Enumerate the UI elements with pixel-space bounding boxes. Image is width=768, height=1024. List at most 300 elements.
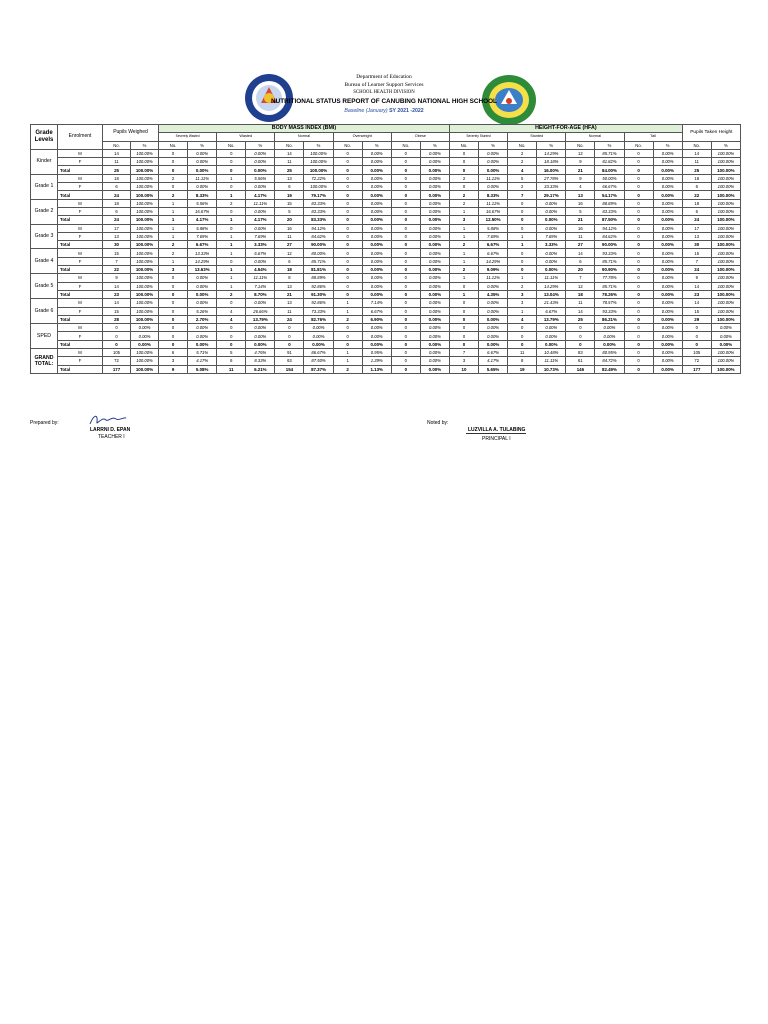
prepared-by-label: Prepared by: xyxy=(30,420,59,426)
table-cell: 0.00% xyxy=(479,340,508,348)
table-cell: 13 xyxy=(275,174,304,182)
table-cell: 1 xyxy=(217,174,246,182)
table-cell: 11 xyxy=(275,232,304,240)
table-cell: 77.78% xyxy=(595,274,624,282)
table-cell: 0 xyxy=(159,332,188,340)
table-cell: 0.00% xyxy=(420,315,449,323)
table-cell: 4 xyxy=(508,166,537,174)
table-cell: 92.86% xyxy=(304,299,333,307)
table-cell: 0 xyxy=(624,340,653,348)
table-cell: 100.00% xyxy=(711,216,740,224)
table-cell: 0.00% xyxy=(653,149,682,157)
table-cell: 0.00% xyxy=(420,340,449,348)
table-row xyxy=(31,249,741,257)
table-cell: 3 xyxy=(508,299,537,307)
table-cell: 17 xyxy=(103,224,131,232)
table-cell: 11 xyxy=(566,232,595,240)
table-cell: 3 xyxy=(159,357,188,365)
principal-signature-line xyxy=(466,433,526,434)
table-cell: 0.00% xyxy=(653,315,682,323)
hfa-header: HEIGHT-FOR-AGE (HFA) xyxy=(449,125,682,133)
table-cell: 5 xyxy=(275,207,304,215)
table-cell: 0.00% xyxy=(595,332,624,340)
table-cell: 0.00% xyxy=(537,340,566,348)
table-cell: 0.00% xyxy=(420,224,449,232)
table-cell: 66.67% xyxy=(595,183,624,191)
table-cell: 23 xyxy=(103,290,131,298)
table-cell: 1 xyxy=(217,274,246,282)
table-cell: 2 xyxy=(508,149,537,157)
table-cell: 0.00% xyxy=(420,149,449,157)
grade-level-label: SPED xyxy=(31,324,58,349)
table-cell: 90.00% xyxy=(304,241,333,249)
table-cell: 0 xyxy=(449,158,478,166)
table-cell: 0 xyxy=(159,274,188,282)
table-cell: 0.00% xyxy=(420,324,449,332)
table-cell: 88.89% xyxy=(595,199,624,207)
table-cell: 6 xyxy=(682,207,711,215)
percent-column-header: % xyxy=(246,141,275,149)
table-cell: 2 xyxy=(159,174,188,182)
sex-label: Total xyxy=(58,191,103,199)
table-cell: 12.50% xyxy=(479,216,508,224)
table-cell: 1 xyxy=(217,191,246,199)
table-cell: 20 xyxy=(566,266,595,274)
table-row xyxy=(31,365,741,373)
table-cell: 0 xyxy=(391,365,420,373)
table-cell: 1 xyxy=(449,257,478,265)
table-cell: 0 xyxy=(333,166,362,174)
table-cell: 0 xyxy=(624,249,653,257)
table-cell: 100.00% xyxy=(711,365,740,373)
table-cell: 6 xyxy=(275,183,304,191)
grade-level-label: GRAND TOTAL: xyxy=(31,349,58,374)
table-cell: 6 xyxy=(103,183,131,191)
table-cell: 100.00% xyxy=(131,216,159,224)
table-cell: 88.89% xyxy=(304,274,333,282)
pupils-height-header: Pupils Taken Height xyxy=(682,125,740,142)
table-cell: 11 xyxy=(275,158,304,166)
table-cell: 0.00% xyxy=(479,307,508,315)
table-cell: 0 xyxy=(624,158,653,166)
table-cell: 0 xyxy=(217,340,246,348)
table-cell: 100.00% xyxy=(304,166,333,174)
table-cell: 2 xyxy=(217,290,246,298)
table-cell: 0.00% xyxy=(188,183,217,191)
sex-label: F xyxy=(58,307,103,315)
table-cell: 3 xyxy=(508,290,537,298)
table-cell: 0.00% xyxy=(304,324,333,332)
no-column-header: No. xyxy=(624,141,653,149)
table-cell: 0 xyxy=(333,207,362,215)
bmi-category-header: Normal xyxy=(275,133,333,141)
percent-column-header: % xyxy=(653,141,682,149)
sex-label: M xyxy=(58,274,103,282)
table-cell: 1.39% xyxy=(362,357,391,365)
table-row xyxy=(31,166,741,174)
table-cell: 0 xyxy=(391,307,420,315)
preparer-title: TEACHER I xyxy=(98,434,125,440)
table-cell: 0 xyxy=(391,274,420,282)
table-cell: 0.00% xyxy=(188,290,217,298)
sex-label: Total xyxy=(58,365,103,373)
sex-label: F xyxy=(58,232,103,240)
table-cell: 100.00% xyxy=(131,315,159,323)
table-cell: 0 xyxy=(159,299,188,307)
table-cell: 11.11% xyxy=(537,357,566,365)
table-cell: 0.00% xyxy=(362,324,391,332)
table-cell: 0.00% xyxy=(420,274,449,282)
table-cell: 100.00% xyxy=(131,266,159,274)
table-cell: 84.62% xyxy=(304,232,333,240)
table-cell: 0 xyxy=(449,315,478,323)
table-cell: 0.00% xyxy=(362,199,391,207)
bmi-category-header: Severely Wasted xyxy=(159,133,217,141)
table-cell: 12 xyxy=(275,249,304,257)
table-cell: 0.00% xyxy=(420,307,449,315)
table-cell: 0 xyxy=(333,241,362,249)
table-cell: 24 xyxy=(103,216,131,224)
bmi-category-header: Overweight xyxy=(333,133,391,141)
table-cell: 0 xyxy=(217,224,246,232)
table-cell: 0.00% xyxy=(653,216,682,224)
table-cell: 0 xyxy=(333,282,362,290)
table-cell: 100.00% xyxy=(131,174,159,182)
table-cell: 14 xyxy=(566,307,595,315)
table-cell: 72 xyxy=(103,357,131,365)
table-cell: 0.00% xyxy=(246,166,275,174)
table-cell: 5.56% xyxy=(246,174,275,182)
table-cell: 1 xyxy=(333,299,362,307)
table-cell: 16 xyxy=(566,224,595,232)
table-cell: 1 xyxy=(217,282,246,290)
table-cell: 6.67% xyxy=(362,307,391,315)
table-cell: 1 xyxy=(159,199,188,207)
table-cell: 2 xyxy=(159,191,188,199)
table-cell: 27 xyxy=(275,241,304,249)
table-cell: 90.90% xyxy=(595,266,624,274)
table-cell: 0.00% xyxy=(188,340,217,348)
table-cell: 73.33% xyxy=(304,307,333,315)
table-cell: 0 xyxy=(159,315,188,323)
table-cell: 13.79% xyxy=(537,315,566,323)
table-cell: 0.00% xyxy=(711,340,740,348)
grade-level-label: Kinder xyxy=(31,149,58,174)
table-cell: 83.33% xyxy=(304,207,333,215)
table-cell: 13 xyxy=(275,282,304,290)
table-cell: 50.00% xyxy=(595,174,624,182)
table-cell: 0 xyxy=(217,257,246,265)
school-year: SY 2021 -2022 xyxy=(389,108,424,114)
table-cell: 14 xyxy=(103,282,131,290)
hfa-category-header: Severely Stunted xyxy=(449,133,507,141)
table-cell: 11 xyxy=(682,158,711,166)
table-cell: 0.00% xyxy=(246,149,275,157)
table-cell: 33.33% xyxy=(537,183,566,191)
table-cell: 79.17% xyxy=(304,191,333,199)
table-cell: 16.67% xyxy=(188,207,217,215)
table-cell: 0.00% xyxy=(653,274,682,282)
table-cell: 7 xyxy=(103,257,131,265)
table-row xyxy=(31,257,741,265)
table-cell: 0 xyxy=(391,183,420,191)
table-cell: 100.00% xyxy=(711,282,740,290)
table-cell: 6 xyxy=(275,257,304,265)
table-cell: 15 xyxy=(682,307,711,315)
table-cell: 27 xyxy=(566,241,595,249)
table-cell: 8.33% xyxy=(479,191,508,199)
table-cell: 9.09% xyxy=(479,266,508,274)
table-cell: 100.00% xyxy=(711,266,740,274)
table-cell: 0.00% xyxy=(131,324,159,332)
table-cell: 0 xyxy=(391,232,420,240)
hfa-category-header: Tall xyxy=(624,133,682,141)
table-cell: 100.00% xyxy=(711,249,740,257)
table-cell: 0 xyxy=(333,191,362,199)
table-cell: 24 xyxy=(275,315,304,323)
table-cell: 0 xyxy=(449,183,478,191)
sex-label: Total xyxy=(58,216,103,224)
percent-column-header: % xyxy=(420,141,449,149)
table-cell: 2 xyxy=(333,315,362,323)
table-cell: 100.00% xyxy=(131,299,159,307)
table-cell: 81.82% xyxy=(595,158,624,166)
table-cell: 9 xyxy=(566,158,595,166)
table-cell: 18 xyxy=(103,174,131,182)
table-cell: 4.17% xyxy=(246,216,275,224)
table-cell: 0 xyxy=(217,207,246,215)
table-cell: 1 xyxy=(159,207,188,215)
table-row xyxy=(31,349,741,357)
no-column-header: No. xyxy=(449,141,478,149)
sex-label: Total xyxy=(58,166,103,174)
table-cell: 0.00% xyxy=(362,224,391,232)
table-cell: 0.00% xyxy=(595,324,624,332)
table-cell: 0 xyxy=(333,183,362,191)
grade-level-label: Grade 4 xyxy=(31,249,58,274)
table-cell: 0 xyxy=(159,340,188,348)
table-cell: 9 xyxy=(682,274,711,282)
grade-level-label: Grade 6 xyxy=(31,299,58,324)
table-cell: 11 xyxy=(217,365,246,373)
table-cell: 0.00% xyxy=(362,158,391,166)
table-cell: 21 xyxy=(275,290,304,298)
table-cell: 0.00% xyxy=(188,166,217,174)
table-cell: 0.00% xyxy=(653,332,682,340)
table-cell: 2 xyxy=(508,183,537,191)
table-cell: 7 xyxy=(682,257,711,265)
no-column-header: No. xyxy=(566,141,595,149)
table-cell: 0 xyxy=(391,266,420,274)
table-cell: 8.33% xyxy=(188,191,217,199)
table-cell: 0 xyxy=(624,266,653,274)
table-cell: 100.00% xyxy=(131,207,159,215)
table-cell: 80.00% xyxy=(304,249,333,257)
table-cell: 11.11% xyxy=(246,274,275,282)
table-cell: 72.22% xyxy=(304,174,333,182)
table-cell: 0 xyxy=(449,332,478,340)
table-row xyxy=(31,357,741,365)
table-cell: 25 xyxy=(566,315,595,323)
table-cell: 0 xyxy=(391,224,420,232)
grade-level-label: Grade 3 xyxy=(31,224,58,249)
table-cell: 94.12% xyxy=(304,224,333,232)
table-cell: 177 xyxy=(103,365,131,373)
table-cell: 0 xyxy=(624,332,653,340)
table-cell: 0.00% xyxy=(420,249,449,257)
table-cell: 0.00% xyxy=(188,274,217,282)
table-cell: 0.00% xyxy=(420,290,449,298)
table-cell: 0 xyxy=(624,257,653,265)
table-cell: 0 xyxy=(391,199,420,207)
table-cell: 0.00% xyxy=(420,158,449,166)
table-cell: 6.21% xyxy=(246,365,275,373)
table-cell: 0.00% xyxy=(537,249,566,257)
table-cell: 15 xyxy=(682,249,711,257)
table-cell: 4.17% xyxy=(479,357,508,365)
table-cell: 0 xyxy=(333,174,362,182)
table-cell: 100.00% xyxy=(711,174,740,182)
table-cell: 0 xyxy=(682,340,711,348)
table-cell: 0 xyxy=(508,257,537,265)
table-cell: 0 xyxy=(624,166,653,174)
table-cell: 0.00% xyxy=(653,357,682,365)
table-cell: 0 xyxy=(624,365,653,373)
table-cell: 2 xyxy=(217,199,246,207)
table-cell: 11.11% xyxy=(188,174,217,182)
table-cell: 14 xyxy=(682,149,711,157)
table-cell: 13.79% xyxy=(246,315,275,323)
table-cell: 6 xyxy=(682,183,711,191)
table-cell: 29 xyxy=(682,315,711,323)
table-row xyxy=(31,207,741,215)
table-cell: 15 xyxy=(103,249,131,257)
table-cell: 105 xyxy=(682,349,711,357)
table-cell: 0.00% xyxy=(653,232,682,240)
table-cell: 6 xyxy=(159,349,188,357)
table-cell: 0.00% xyxy=(362,340,391,348)
table-cell: 16 xyxy=(566,199,595,207)
table-cell: 1 xyxy=(217,241,246,249)
table-cell: 0.00% xyxy=(653,266,682,274)
table-cell: 0.00% xyxy=(420,299,449,307)
table-cell: 0 xyxy=(159,282,188,290)
table-cell: 0.00% xyxy=(420,241,449,249)
table-cell: 0 xyxy=(449,299,478,307)
table-cell: 0 xyxy=(624,349,653,357)
table-cell: 2 xyxy=(333,365,362,373)
table-cell: 0 xyxy=(624,216,653,224)
table-cell: 0.00% xyxy=(246,207,275,215)
table-cell: 0.00% xyxy=(420,207,449,215)
no-column-header: No. xyxy=(159,141,188,149)
table-cell: 0.00% xyxy=(362,174,391,182)
grade-levels-header: Grade Levels xyxy=(31,125,58,150)
table-cell: 1 xyxy=(159,232,188,240)
table-cell: 100.00% xyxy=(711,349,740,357)
table-cell: 1 xyxy=(508,232,537,240)
percent-column-header: % xyxy=(304,141,333,149)
grade-level-label: Grade 2 xyxy=(31,199,58,224)
table-row xyxy=(31,232,741,240)
table-cell: 0.00% xyxy=(362,332,391,340)
table-cell: 0 xyxy=(624,224,653,232)
table-cell: 14 xyxy=(566,249,595,257)
table-cell: 0 xyxy=(624,199,653,207)
table-cell: 4 xyxy=(217,307,246,315)
table-cell: 0.00% xyxy=(537,324,566,332)
table-cell: 0 xyxy=(333,232,362,240)
table-cell: 0 xyxy=(624,290,653,298)
table-cell: 100.00% xyxy=(131,257,159,265)
table-cell: 7.69% xyxy=(188,232,217,240)
table-cell: 84.72% xyxy=(595,357,624,365)
table-cell: 0.00% xyxy=(711,324,740,332)
table-cell: 0 xyxy=(391,158,420,166)
table-cell: 0 xyxy=(449,307,478,315)
table-cell: 100.00% xyxy=(711,207,740,215)
table-cell: 0 xyxy=(391,241,420,249)
table-cell: 100.00% xyxy=(711,224,740,232)
table-cell: 0.00% xyxy=(304,332,333,340)
table-cell: 0.00% xyxy=(420,332,449,340)
table-cell: 7.69% xyxy=(246,232,275,240)
table-cell: 21 xyxy=(566,166,595,174)
grade-level-label: Grade 5 xyxy=(31,274,58,299)
table-cell: 4.17% xyxy=(188,357,217,365)
table-cell: 0.00% xyxy=(362,149,391,157)
table-cell: 100.00% xyxy=(711,274,740,282)
table-cell: 100.00% xyxy=(131,282,159,290)
table-cell: 24 xyxy=(682,216,711,224)
table-cell: 13 xyxy=(103,232,131,240)
table-cell: 87.37% xyxy=(304,365,333,373)
table-cell: 0 xyxy=(391,324,420,332)
table-cell: 30 xyxy=(682,241,711,249)
table-cell: 22 xyxy=(682,191,711,199)
report-period xyxy=(0,108,768,114)
table-cell: 0.00% xyxy=(479,158,508,166)
table-cell: 19 xyxy=(508,365,537,373)
table-cell: 0.00% xyxy=(362,216,391,224)
table-cell: 100.00% xyxy=(711,191,740,199)
sex-label: Total xyxy=(58,266,103,274)
table-cell: 16.67% xyxy=(479,207,508,215)
table-cell: 100.00% xyxy=(131,224,159,232)
table-cell: 11.11% xyxy=(479,174,508,182)
no-column-header: No. xyxy=(391,141,420,149)
table-cell: 100.00% xyxy=(711,149,740,157)
table-cell: 0 xyxy=(508,332,537,340)
sex-label: M xyxy=(58,249,103,257)
table-cell: 61 xyxy=(566,357,595,365)
table-cell: 6.67% xyxy=(188,241,217,249)
table-cell: 25 xyxy=(682,166,711,174)
table-cell: 0 xyxy=(508,216,537,224)
table-cell: 2 xyxy=(449,191,478,199)
table-cell: 0.00% xyxy=(653,299,682,307)
table-cell: 11 xyxy=(275,307,304,315)
table-cell: 0 xyxy=(159,290,188,298)
table-cell: 20 xyxy=(275,216,304,224)
table-cell: 4.35% xyxy=(479,290,508,298)
table-cell: 0.00% xyxy=(131,340,159,348)
table-cell: 6.67% xyxy=(479,349,508,357)
table-cell: 100.00% xyxy=(711,241,740,249)
table-cell: 22 xyxy=(103,266,131,274)
table-cell: 0 xyxy=(391,315,420,323)
table-cell: 6 xyxy=(217,357,246,365)
